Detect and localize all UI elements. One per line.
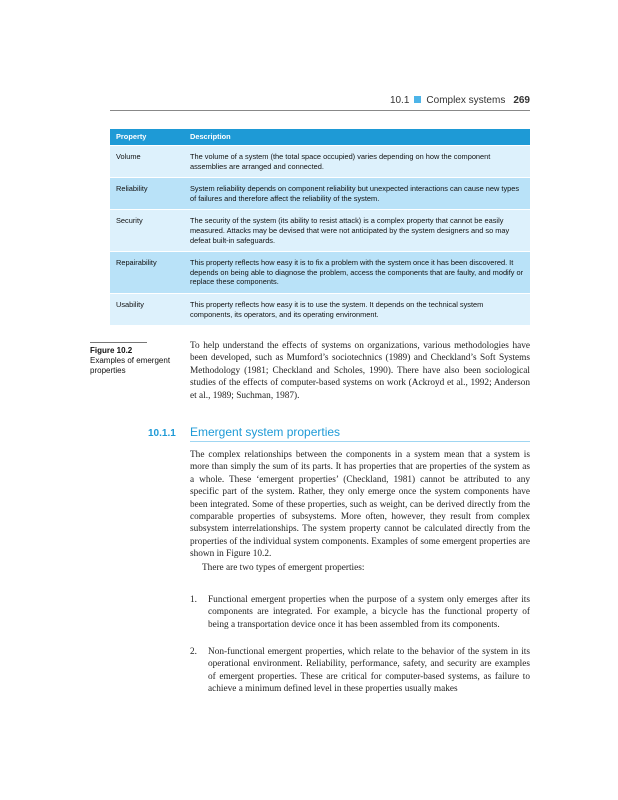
page-number: 269 (513, 95, 530, 106)
emergent-properties-table (110, 129, 530, 326)
table-header-property: Property (110, 129, 184, 146)
table-row (110, 252, 530, 294)
list-item-number: 2. (190, 647, 197, 657)
list-item-number: 1. (190, 595, 197, 605)
running-head-chapter: 10.1 (389, 95, 410, 106)
section-title: Emergent system properties (190, 425, 341, 439)
square-bullet-icon (414, 96, 421, 103)
table-row (110, 178, 530, 210)
table-cell-property: Usability (110, 293, 184, 325)
table-cell-property: Security (110, 210, 184, 252)
figure-caption-rule (90, 342, 147, 343)
figure-label: Figure 10.2 (90, 346, 133, 355)
paragraph-two-types: There are two types of emergent properties: (202, 563, 365, 573)
list-item-text: Non-functional emergent properties, which relate to the behavior of the system in its operational environment. Reliability, performance, safety, and security are examples of emergent properties. These are critical for computer-based systems, as failure to achieve a minimum defined level in these properties usually makes (208, 647, 530, 695)
table-cell-description: The volume of a system (the total space occupied) varies depending on how the component assemblies are arranged and connected. (184, 146, 530, 178)
running-head-title: Complex systems (426, 95, 506, 106)
table-header-row (110, 129, 530, 146)
table-cell-description: The security of the system (its ability to resist attack) is a complex property that cannot be easily measured. Attacks may be devised that were not anticipated by the system designers and so may defeat built-in safeguards. (184, 210, 530, 252)
section-number: 10.1.1 (148, 428, 176, 439)
table-cell-property: Reliability (110, 178, 184, 210)
table-cell-description: System reliability depends on component reliability but unexpected interactions can cause new types of failures and therefore affect the reliability of the system. (184, 178, 530, 210)
list-item-text: Functional emergent properties when the purpose of a system only emerges after its components are integrated. For example, a bicycle has the functional property of being a transportation device once it has been assembled from its components. (208, 595, 530, 630)
table-cell-description: This property reflects how easy it is to fix a problem with the system once it has been discovered. It depends on being able to diagnose the problem, access the components that are faulty, and modify or replace these components. (184, 252, 530, 294)
table-cell-property: Volume (110, 146, 184, 178)
table-row (110, 146, 530, 178)
list-item (190, 646, 530, 696)
table-cell-property: Repairability (110, 252, 184, 294)
table-row (110, 293, 530, 325)
paragraph-emergent-properties: The complex relationships between the components in a system mean that a system is more than simply the sum of its parts. It has properties that are properties of the system as a whole. These ‘emergent properties’ (Checkland, 1981) cannot be attributed to any specific part of the system. Rather, they only emerge once the system components have been integrated. Some of these properties, such as weight, can be derived directly from the comparable properties of subsystems. More often, however, they result from complex subsystem interrelationships. The system property cannot be calculated directly from the properties of the individual system components. Examples of some emergent properties are shown in Figure 10.2. (190, 450, 530, 560)
list-item (190, 594, 530, 631)
figure-caption-text: Examples of emergent properties (90, 356, 171, 375)
running-head (110, 95, 530, 109)
section-rule (190, 441, 530, 442)
table-header-description: Description (184, 129, 530, 146)
figure-caption (90, 346, 180, 376)
table-row (110, 210, 530, 252)
table-cell-description: This property reflects how easy it is to use the system. It depends on the technical system components, its operators, and its operating environment. (184, 293, 530, 325)
header-rule (110, 110, 530, 111)
paragraph-methodologies: To help understand the effects of systems on organizations, various methodologies have been developed, such as Mumford’s sociotechnics (1989) and Checkland’s Soft Systems Methodology (1981; Checkland and Scholes, 1990). There have also been sociological studies of the effects of computer-based systems on work (Ackroyd et al., 1992; Anderson et al., 1989; Suchman, 1987). (190, 341, 530, 401)
